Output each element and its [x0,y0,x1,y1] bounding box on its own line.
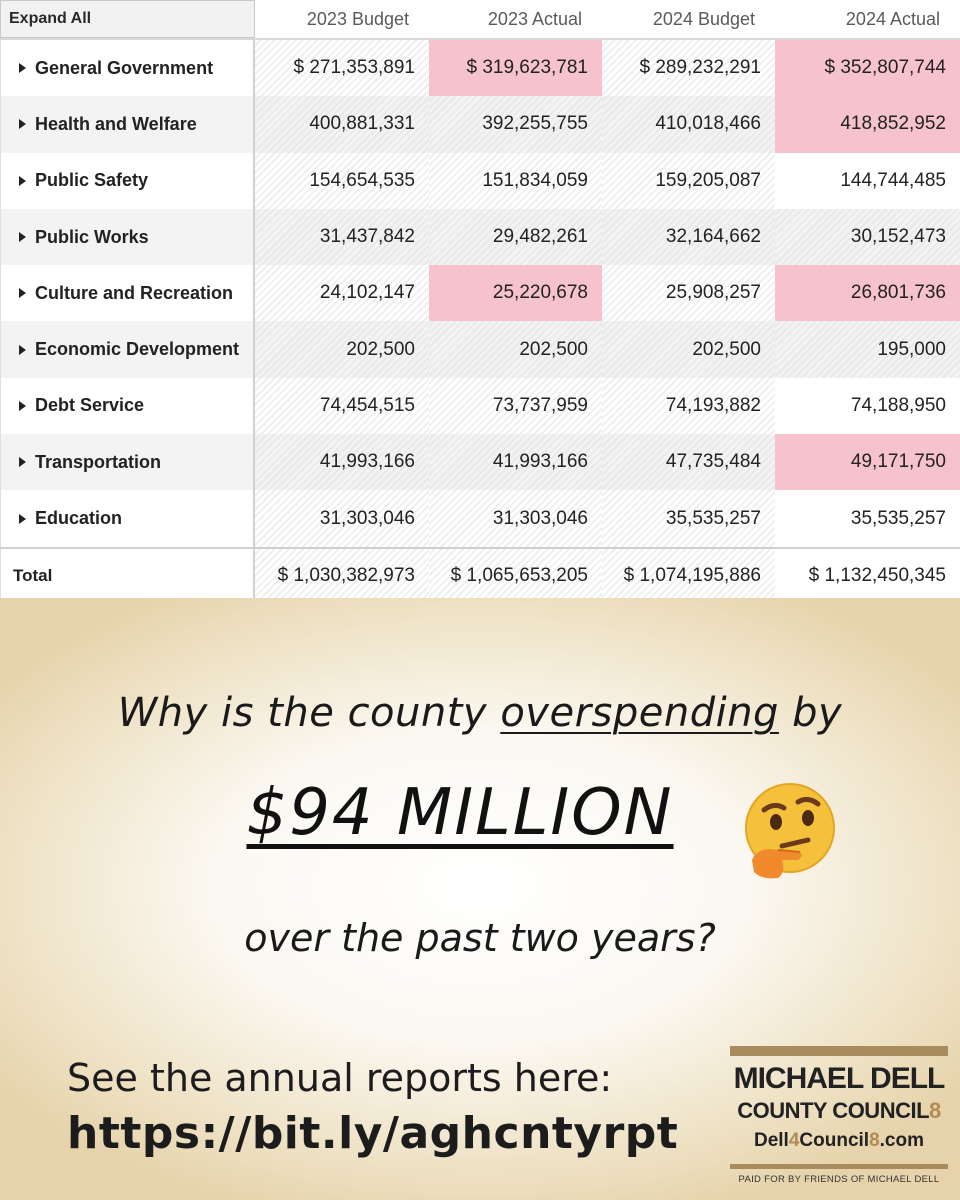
table-header [0,0,960,40]
logo-site-a: Dell [753,1130,789,1151]
logo-site-e: .com [879,1130,925,1151]
table-row [0,265,960,321]
caret-right-icon [19,288,26,298]
total-2024-budget: $ 1,074,195,886 [602,549,775,603]
total-label: Total [0,549,255,603]
expand-all-button[interactable]: Expand All [0,0,255,38]
caret-right-icon [19,63,26,73]
value-cell: 47,735,484 [602,434,775,490]
row-label: Health and Welfare [35,113,197,134]
value-cell: 74,454,515 [255,378,429,434]
value-cell: 31,303,046 [255,490,429,546]
value-cell: 418,852,952 [775,96,960,152]
row-label: Economic Development [35,339,240,360]
logo-office [730,1098,948,1124]
row-toggle[interactable] [0,153,255,209]
caret-right-icon [19,232,26,242]
logo-site-d: 8 [869,1130,880,1151]
logo-bar-bottom [730,1164,948,1169]
overspend-amount: $94 MILLION [246,776,674,850]
table-row [0,153,960,209]
question-emphasis: overspending [500,690,779,736]
question-post: by [778,690,843,736]
value-cell: 159,205,087 [602,153,775,209]
value-cell: 154,654,535 [255,153,429,209]
value-cell: $ 319,623,781 [429,40,602,96]
question-line-1 [0,690,960,736]
row-toggle[interactable] [0,321,255,377]
row-toggle[interactable] [0,96,255,152]
value-cell: 202,500 [602,321,775,377]
table-row [0,209,960,265]
budget-table [0,0,960,598]
value-cell: 410,018,466 [602,96,775,152]
value-cell: 202,500 [429,321,602,377]
value-cell: 41,993,166 [429,434,602,490]
logo-office-number: 8 [929,1098,941,1123]
value-cell: 41,993,166 [255,434,429,490]
value-cell: 30,152,473 [775,209,960,265]
row-toggle[interactable] [0,434,255,490]
row-label: Public Works [35,226,149,247]
value-cell: 49,171,750 [775,434,960,490]
total-2024-actual: $ 1,132,450,345 [808,564,946,586]
logo-candidate-name: MICHAEL DELL [733,1062,945,1095]
value-cell: 35,535,257 [602,490,775,546]
value-cell: 29,482,261 [429,209,602,265]
value-cell: 31,437,842 [255,209,429,265]
row-label: Public Safety [35,170,149,191]
question-pre: Why is the county [117,690,501,736]
row-label: General Government [35,57,214,78]
value-cell: $ 289,232,291 [602,40,775,96]
col-header-2024-actual: 2024 Actual [845,8,940,29]
value-cell: 32,164,662 [602,209,775,265]
row-label: Education [35,508,123,529]
logo-site-c: Council [799,1130,870,1151]
caret-right-icon [19,345,26,355]
reports-text: See the annual reports here: [67,1056,613,1100]
logo-website [730,1130,948,1152]
value-cell: 144,744,485 [840,169,946,191]
thinking-face-icon [738,780,842,884]
logo-paid-for: PAID FOR BY FRIENDS OF MICHAEL DELL [738,1174,940,1185]
value-cell: 74,193,882 [602,378,775,434]
row-toggle[interactable] [0,378,255,434]
caret-right-icon [19,119,26,129]
value-cell: 31,303,046 [429,490,602,546]
table-row [0,490,960,546]
value-cell: 73,737,959 [429,378,602,434]
value-cell: $ 352,807,744 [775,40,960,96]
value-cell: 25,220,678 [429,265,602,321]
table-row [0,321,960,377]
campaign-logo [730,1046,948,1192]
col-header-2024-budget: 2024 Budget [652,8,755,29]
logo-office-text: COUNTY COUNCIL [737,1098,930,1123]
value-cell: 26,801,736 [775,265,960,321]
value-cell: 195,000 [775,321,960,377]
value-cell: 74,188,950 [850,394,946,416]
logo-site-b: 4 [788,1130,800,1151]
value-cell: 400,881,331 [255,96,429,152]
row-label: Transportation [35,451,162,472]
table-row [0,378,960,434]
caret-right-icon [19,457,26,467]
value-cell: $ 271,353,891 [255,40,429,96]
table-row [0,434,960,490]
value-cell: 35,535,257 [850,507,946,529]
col-header-2023-budget: 2023 Budget [306,8,409,29]
row-toggle[interactable] [0,265,255,321]
value-cell: 202,500 [255,321,429,377]
reports-link[interactable]: https://bit.ly/aghcntyrpt [67,1108,679,1159]
row-label: Debt Service [35,395,145,416]
table-body [0,40,960,547]
value-cell: 25,908,257 [602,265,775,321]
value-cell: 24,102,147 [255,265,429,321]
row-toggle[interactable] [0,490,255,546]
campaign-poster [0,598,960,1200]
total-2023-budget: $ 1,030,382,973 [255,549,429,603]
table-row [0,96,960,152]
row-toggle[interactable] [0,40,255,96]
question-line-3: over the past two years? [244,916,716,960]
row-label: Culture and Recreation [35,282,234,303]
table-row [0,40,960,96]
caret-right-icon [19,401,26,411]
caret-right-icon [19,514,26,524]
caret-right-icon [19,176,26,186]
logo-bar-top [730,1046,948,1056]
row-toggle[interactable] [0,209,255,265]
value-cell: 151,834,059 [429,153,602,209]
col-header-2023-actual: 2023 Actual [487,8,582,29]
total-2023-actual: $ 1,065,653,205 [429,549,602,603]
value-cell: 392,255,755 [429,96,602,152]
total-row [0,547,960,603]
